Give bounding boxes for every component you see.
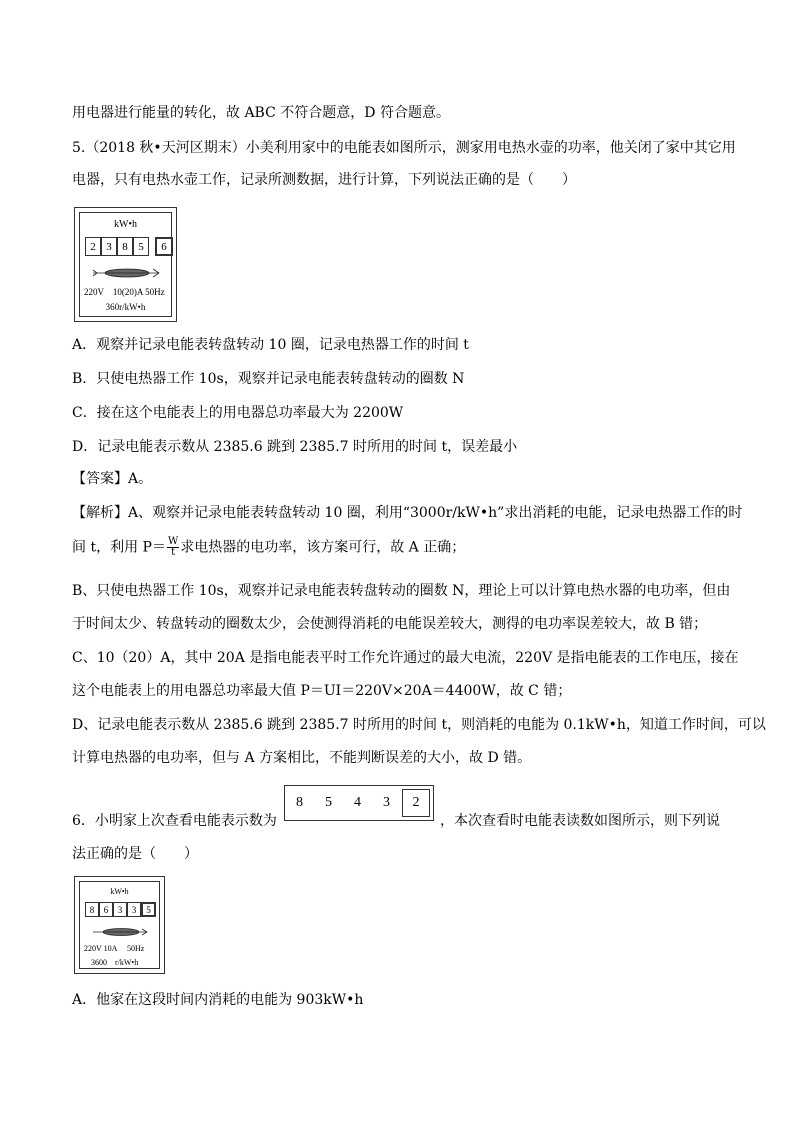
explanation-line-formula [72, 537, 465, 558]
meter-disc-icon [89, 265, 163, 281]
text-line: 用电器进行能量的转化，故 ABC 不符合题意，D 符合题意。 [72, 105, 450, 121]
explanation-line: C、10（20）A，其中 20A 是指电能表平时工作允许通过的最大电流，220V 是指电能表的工作电压，接在 [72, 650, 739, 666]
reading-digit: 5 [325, 795, 332, 810]
option-d: D．记录电能表示数从 2385.6 跳到 2385.7 时所用的时间 t，误差最小 [72, 439, 518, 455]
explanation-line: 于时间太少、转盘转动的圈数太少，会使测得消耗的电能误差较大，测得的电功率误差较大，故 B 错； [72, 616, 708, 632]
meter-digit: 3 [113, 902, 127, 917]
meter-digit-decimal: 5 [141, 902, 156, 917]
explanation-line: D、记录电能表示数从 2385.6 跳到 2385.7 时所用的时间 t，则消耗的电能为 0.1kW•h，知道工作时间，可以 [72, 717, 766, 733]
meter-digit: 3 [127, 902, 141, 917]
explanation-text: 间 t，利用 P＝ [72, 539, 166, 556]
option-b: B．只使电热器工作 10s，观察并记录电能表转盘转动的圈数 N [72, 371, 465, 387]
meter-digit: 3 [101, 237, 117, 256]
meter-rev-constant: 360r/kW•h [105, 302, 146, 312]
meter-digit: 6 [99, 902, 113, 917]
meter-digit-decimal: 6 [155, 237, 173, 256]
meter-unit: kW•h [114, 219, 137, 230]
explanation-line: 【解析】A、观察并记录电能表转盘转动 10 圈，利用“3000r/kW•h”求出消耗的电能，记录电热器工作的时 [72, 505, 743, 521]
reading-digit: 8 [296, 795, 303, 810]
explanation-line: B、只使电热器工作 10s，观察并记录电能表转盘转动的圈数 N，理论上可以计算电热水器的电功率，但由 [72, 583, 731, 599]
meter-digit: 8 [85, 902, 99, 917]
answer: 【答案】A。 [72, 471, 153, 487]
reading-digit-decimal [401, 786, 431, 820]
reading-digit: 4 [354, 795, 361, 810]
meter-spec: 220V 10A 50Hz [84, 944, 145, 953]
question-5-stem: 5.（2018 秋•天河区期末）小美利用家中的电能表如图所示，测家用电热水壶的功率，他关闭了家中其它用 [72, 140, 736, 156]
reading-decimal-box: 2 [402, 789, 430, 817]
option-c: C．接在这个电能表上的用电器总功率最大为 2200W [72, 405, 404, 421]
meter-digit: 8 [117, 237, 133, 256]
explanation-line: 计算电热器的电功率，但与 A 方案相比，不能判断误差的大小，故 D 错。 [72, 750, 532, 766]
question-6-stem: 6．小明家上次查看电能表示数为 [72, 813, 277, 829]
meter-unit: kW•h [110, 887, 129, 896]
meter-spec: 220V 10(20)A 50Hz [84, 287, 165, 297]
fraction-w-over-t [167, 537, 179, 558]
fraction-denominator: t [171, 547, 176, 558]
electric-meter-figure-1 [74, 207, 177, 322]
explanation-line: 这个电能表上的用电器总功率最大值 P＝UI＝220V×20A＝4400W，故 C 错； [72, 683, 572, 699]
reading-digit: 3 [383, 795, 390, 810]
previous-meter-reading [284, 785, 434, 821]
meter-digit-row [85, 902, 156, 917]
question-6-option-a: A．他家在这段时间内消耗的电能为 903kW•h [72, 992, 364, 1008]
meter-rev-constant: 3600 r/kW•h [91, 958, 139, 967]
option-a: A．观察并记录电能表转盘转动 10 圈，记录电热器工作的时间 t [72, 337, 469, 353]
meter-digit-row [85, 237, 173, 256]
electric-meter-figure-2 [74, 876, 165, 974]
question-6-stem-cont: ，本次查看时电能表读数如图所示，则下列说 [440, 813, 720, 829]
meter-digit: 2 [85, 237, 101, 256]
meter-digit: 5 [133, 237, 149, 256]
question-6-stem-line2: 法正确的是（ ） [72, 846, 198, 862]
question-5-stem-cont: 电器，只有电热水壶工作，记录所测数据，进行计算，下列说法正确的是（ ） [72, 172, 576, 188]
meter-disc-icon [89, 925, 151, 939]
explanation-text: 求电热器的电功率，该方案可行，故 A 正确； [180, 539, 466, 556]
fraction-numerator: W [167, 536, 179, 547]
